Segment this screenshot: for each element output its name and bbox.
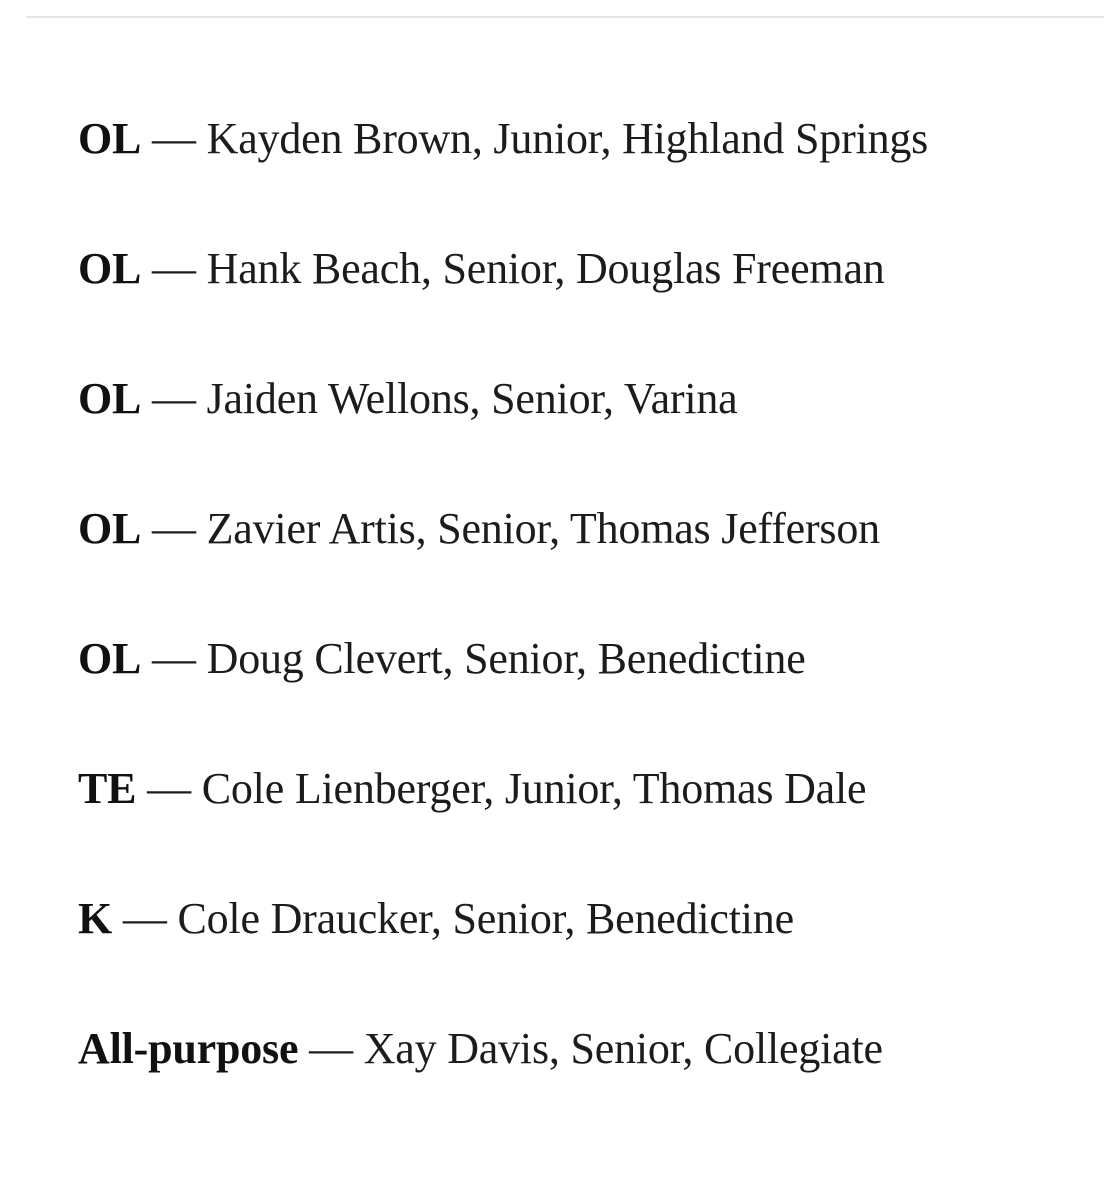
roster-entry [78, 490, 1068, 568]
position-label: K [78, 894, 113, 943]
separator-dash: — [152, 504, 196, 553]
player-details: Hank Beach, Senior, Douglas Freeman [206, 244, 885, 293]
all-region-roster-list [78, 100, 1068, 1140]
player-details: Zavier Artis, Senior, Thomas Jefferson [206, 504, 880, 553]
position-label: OL [78, 114, 142, 163]
position-label: OL [78, 634, 142, 683]
roster-entry [78, 360, 1068, 438]
position-label: TE [78, 764, 137, 813]
separator-dash: — [309, 1024, 353, 1073]
roster-entry [78, 880, 1068, 958]
position-label: All-purpose [78, 1024, 299, 1073]
player-details: Kayden Brown, Junior, Highland Springs [206, 114, 929, 163]
position-label: OL [78, 504, 142, 553]
roster-entry [78, 230, 1068, 308]
separator-dash: — [152, 244, 196, 293]
separator-dash: — [152, 114, 196, 163]
player-details: Cole Draucker, Senior, Benedictine [177, 894, 794, 943]
separator-dash: — [152, 374, 196, 423]
top-divider [26, 16, 1104, 18]
player-details: Jaiden Wellons, Senior, Varina [206, 374, 738, 423]
roster-entry [78, 100, 1068, 178]
separator-dash: — [152, 634, 196, 683]
separator-dash: — [122, 894, 167, 943]
separator-dash: — [147, 764, 191, 813]
player-details: Cole Lienberger, Junior, Thomas Dale [201, 764, 867, 813]
roster-entry [78, 750, 1068, 828]
player-details: Doug Clevert, Senior, Benedictine [206, 634, 806, 683]
player-details: Xay Davis, Senior, Collegiate [363, 1024, 883, 1073]
position-label: OL [78, 374, 142, 423]
roster-entry [78, 1010, 1068, 1088]
position-label: OL [78, 244, 142, 293]
roster-entry [78, 620, 1068, 698]
